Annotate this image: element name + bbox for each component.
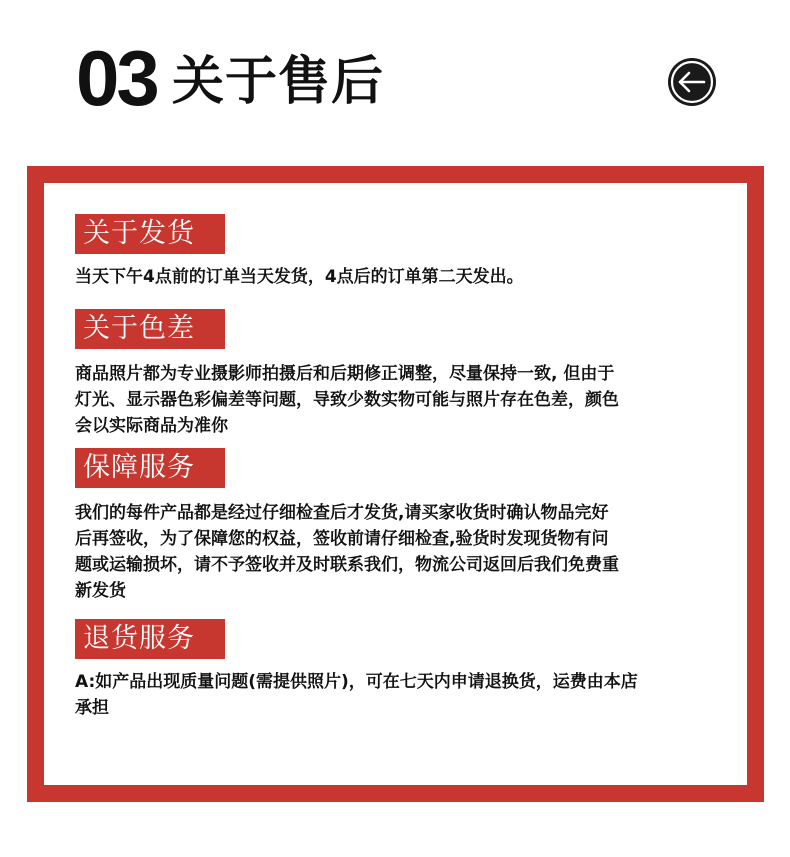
section-body (75, 669, 705, 721)
section-tag: 关于色差 (75, 309, 225, 349)
section-body (75, 500, 705, 604)
section-tag: 保障服务 (75, 448, 225, 488)
section-number: 03 (76, 34, 157, 122)
section-tag: 关于发货 (75, 214, 225, 254)
body-line: 新发货 (75, 581, 126, 601)
section-color-difference (75, 309, 715, 439)
section-guarantee (75, 448, 715, 604)
body-line: 我们的每件产品都是经过仔细检查后才发货,请买家收货时确认物品完好 (75, 503, 609, 523)
section-tag: 退货服务 (75, 619, 225, 659)
body-line: A:如产品出现质量问题(需提供照片)，可在七天内申请退换货，运费由本店 (75, 672, 638, 692)
page-header (0, 0, 790, 140)
body-line: 商品照片都为专业摄影师拍摄后和后期修正调整，尽量保持一致, 但由于 (75, 364, 615, 384)
section-returns (75, 619, 715, 721)
section-body (75, 361, 705, 439)
body-line: 后再签收，为了保障您的权益，签收前请仔细检查,验货时发现货物有问 (75, 529, 609, 549)
body-line: 会以实际商品为准你 (75, 416, 228, 436)
body-line: 灯光、显示器色彩偏差等问题，导致少数实物可能与照片存在色差，颜色 (75, 390, 619, 410)
section-shipping (75, 214, 715, 290)
body-line: 承担 (75, 698, 109, 718)
page-title: 关于售后 (172, 52, 385, 112)
back-arrow-circle-icon[interactable] (667, 57, 717, 107)
section-body (75, 264, 705, 290)
body-line: 当天下午4点前的订单当天发货，4点后的订单第二天发出。 (75, 267, 524, 287)
body-line: 题或运输损坏，请不予签收并及时联系我们，物流公司返回后我们免费重 (75, 555, 619, 575)
